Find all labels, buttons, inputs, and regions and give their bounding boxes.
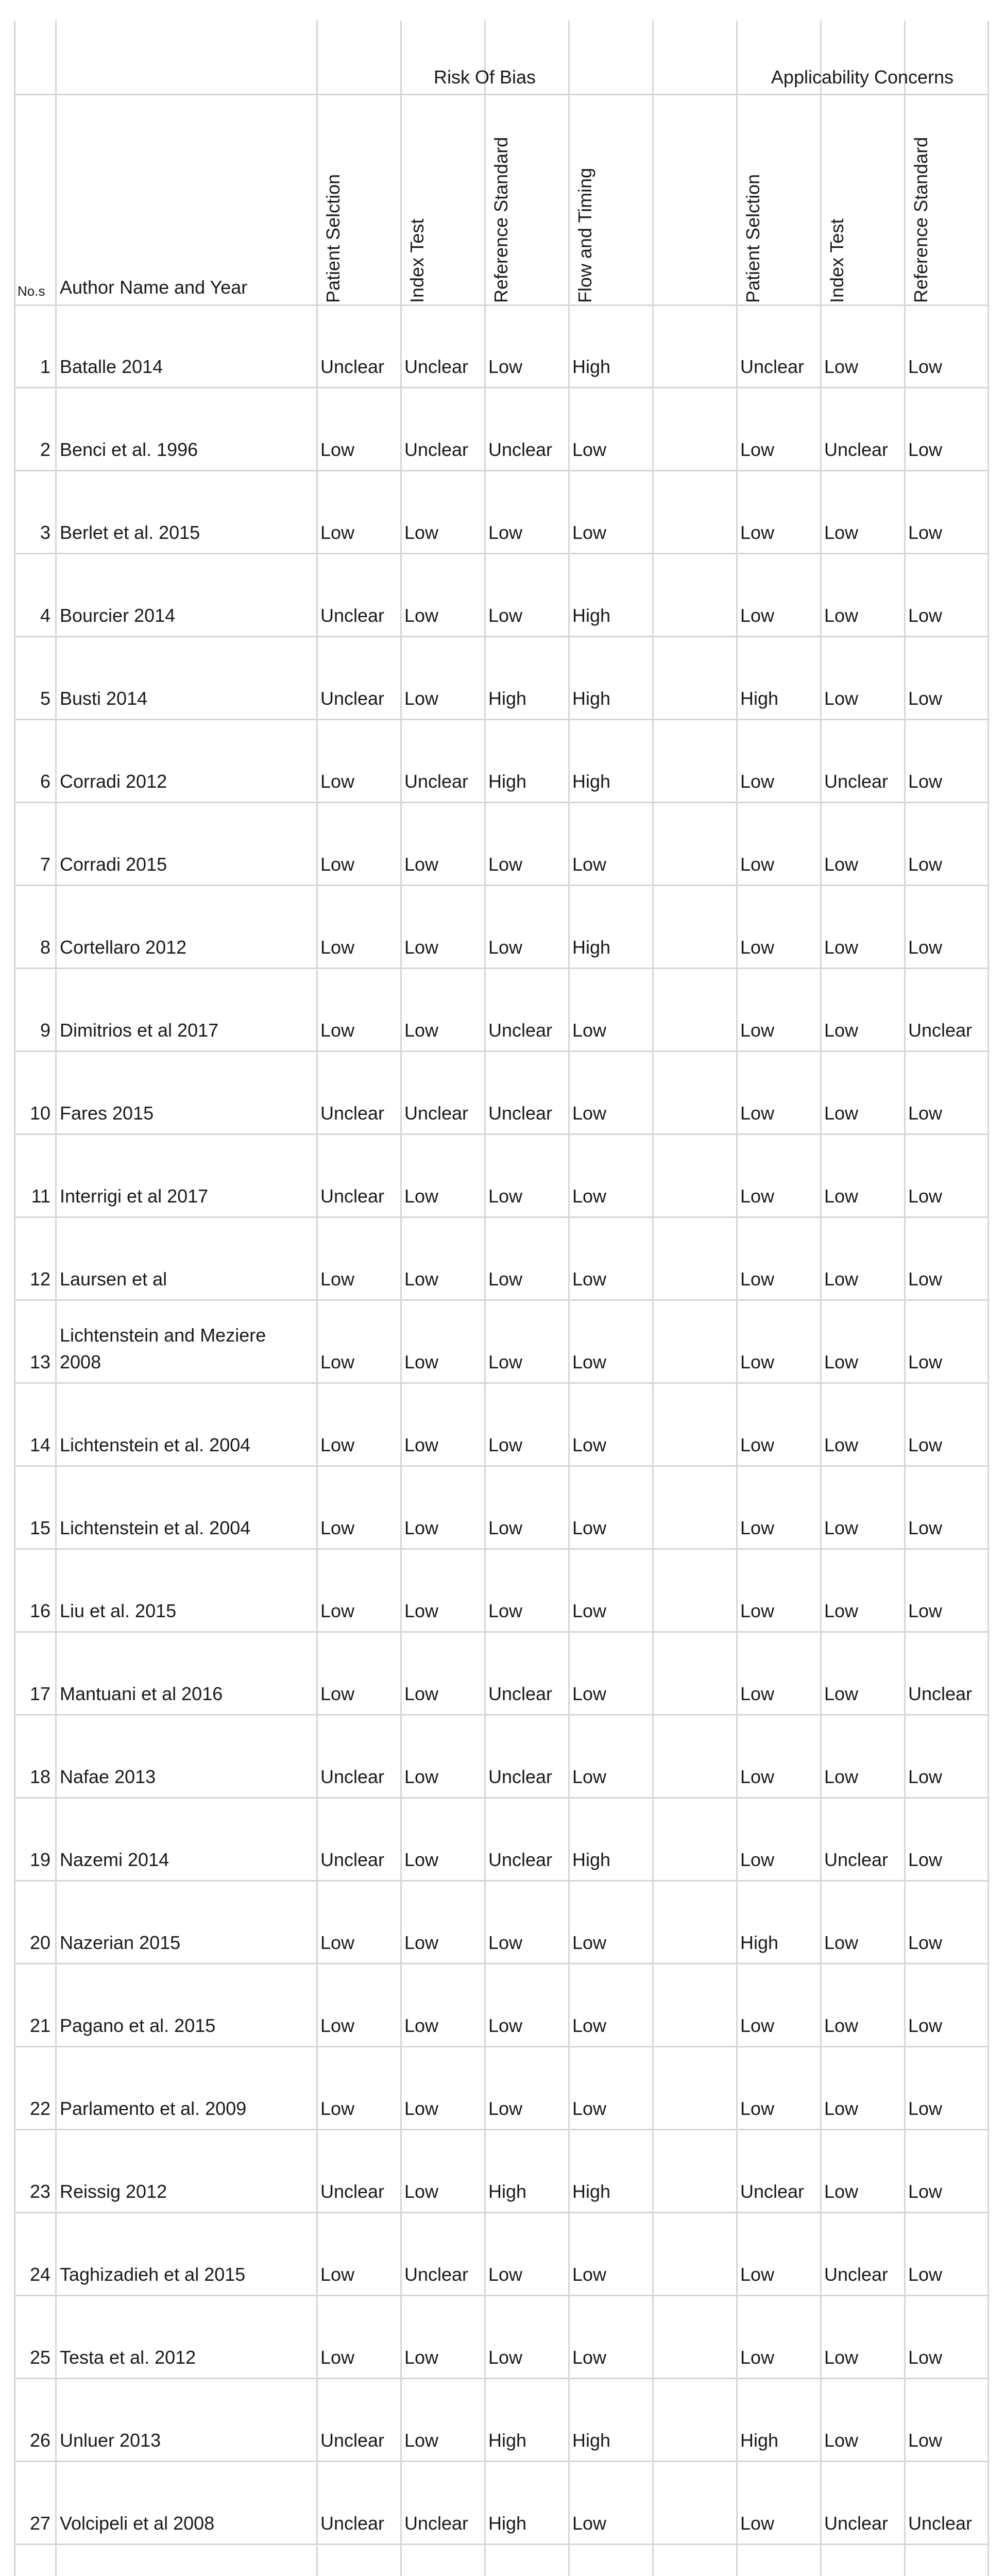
applicability-cell: Low	[740, 1683, 775, 1704]
applicability-cell: Low	[908, 1766, 943, 1787]
risk-of-bias-cell: Low	[488, 1185, 523, 1207]
row-number: 14	[29, 1434, 50, 1455]
applicability-cell: Low	[908, 1434, 943, 1455]
risk-of-bias-cell: Low	[488, 1351, 523, 1372]
applicability-cell: Unclear	[908, 2513, 973, 2534]
risk-of-bias-cell: Unclear	[320, 688, 385, 709]
risk-of-bias-cell: Low	[404, 1434, 439, 1455]
applicability-cell: Low	[908, 2098, 943, 2119]
risk-of-bias-cell: Unclear	[320, 1766, 385, 1787]
author-name: Fares 2015	[60, 1103, 154, 1124]
applicability-cell: Low	[740, 1103, 775, 1124]
row-divider	[14, 1133, 988, 1135]
risk-of-bias-cell: Low	[488, 605, 523, 626]
applicability-cell: Unclear	[740, 2181, 805, 2202]
risk-of-bias-cell: Low	[404, 522, 439, 543]
row-number: 23	[29, 2181, 50, 2202]
risk-of-bias-cell: Low	[320, 2015, 355, 2036]
risk-of-bias-cell: Low	[404, 1683, 439, 1704]
row-divider	[14, 2046, 988, 2047]
applicability-cell: Low	[908, 1517, 943, 1538]
risk-of-bias-cell: Low	[404, 605, 439, 626]
applicability-cell: Low	[908, 1103, 943, 1124]
risk-of-bias-cell: Low	[572, 1020, 607, 1041]
applicability-cell: Low	[824, 1434, 859, 1455]
risk-of-bias-cell: Low	[404, 1766, 439, 1787]
risk-of-bias-cell: Low	[572, 2015, 607, 2036]
risk-of-bias-cell: Unclear	[488, 1103, 553, 1124]
risk-of-bias-cell: Low	[320, 1932, 355, 1953]
row-number: 10	[29, 1103, 50, 1124]
risk-of-bias-cell: Low	[404, 2015, 439, 2036]
author-name: Liu et al. 2015	[60, 1600, 177, 1621]
applicability-cell: Low	[824, 605, 859, 626]
risk-of-bias-cell: High	[572, 1849, 611, 1870]
applicability-cell: Low	[740, 1020, 775, 1041]
risk-of-bias-cell: Low	[404, 1351, 439, 1372]
applicability-cell: Low	[824, 1351, 859, 1372]
risk-of-bias-cell: Unclear	[404, 2264, 469, 2285]
applicability-concerns-header: Applicability Concerns	[771, 66, 954, 88]
row-number: 12	[29, 1268, 50, 1290]
risk-of-bias-cell: Low	[572, 854, 607, 875]
applicability-cell: Low	[740, 1351, 775, 1372]
risk-of-bias-cell: Unclear	[320, 2181, 385, 2202]
author-name: Busti 2014	[60, 688, 148, 709]
risk-of-bias-cell: Unclear	[488, 1683, 553, 1704]
applicability-cell: Low	[824, 1185, 859, 1207]
risk-of-bias-cell: Low	[572, 1932, 607, 1953]
row-number: 21	[29, 2015, 50, 2036]
applicability-cell: Low	[740, 522, 775, 543]
author-name: Taghizadieh et al 2015	[60, 2264, 246, 2285]
author-name: Bourcier 2014	[60, 605, 176, 626]
header-divider	[14, 94, 988, 95]
risk-of-bias-cell: Low	[320, 522, 355, 543]
applicability-cell: Low	[740, 854, 775, 875]
risk-of-bias-cell: Low	[404, 2430, 439, 2451]
applicability-cell: Low	[740, 937, 775, 958]
risk-of-bias-cell: Low	[404, 688, 439, 709]
risk-of-bias-cell: Low	[488, 854, 523, 875]
row-number: 9	[40, 1020, 50, 1041]
risk-of-bias-cell: Low	[404, 854, 439, 875]
risk-of-bias-cell: Unclear	[320, 1185, 385, 1207]
row-divider	[14, 1797, 988, 1799]
applicability-cell: Unclear	[824, 771, 889, 792]
column-header-rob-1: Patient Selction	[322, 174, 344, 303]
applicability-cell: Low	[824, 2098, 859, 2119]
row-number: 4	[40, 605, 50, 626]
applicability-cell: Low	[908, 1268, 943, 1290]
author-name: Nazerian 2015	[60, 1932, 181, 1953]
row-divider	[14, 1382, 988, 1384]
applicability-cell: Unclear	[824, 439, 889, 460]
column-header-app-3: Reference Standard	[910, 137, 931, 303]
row-divider	[14, 1216, 988, 1218]
row-divider	[14, 1880, 988, 1882]
applicability-cell: Low	[824, 356, 859, 377]
row-divider	[14, 2212, 988, 2213]
author-name: Berlet et al. 2015	[60, 522, 200, 543]
risk-of-bias-cell: Low	[488, 356, 523, 377]
row-divider	[14, 2461, 988, 2462]
risk-of-bias-cell: Unclear	[404, 2513, 469, 2534]
risk-of-bias-cell: Low	[320, 2098, 355, 2119]
row-divider	[14, 1299, 988, 1301]
risk-of-bias-cell: Unclear	[320, 1849, 385, 1870]
risk-of-bias-cell: Unclear	[320, 356, 385, 377]
row-number: 2	[40, 439, 50, 460]
risk-of-bias-cell: Unclear	[320, 1103, 385, 1124]
column-header-rob-3: Reference Standard	[490, 137, 512, 303]
row-number: 19	[29, 1849, 50, 1870]
author-name: Dimitrios et al 2017	[60, 1020, 219, 1041]
applicability-cell: Low	[740, 1434, 775, 1455]
risk-of-bias-cell: High	[572, 771, 611, 792]
row-divider	[14, 553, 988, 554]
applicability-cell: Low	[908, 605, 943, 626]
risk-of-bias-cell: Low	[572, 1351, 607, 1372]
risk-of-bias-cell: Low	[572, 1683, 607, 1704]
applicability-cell: Low	[740, 1185, 775, 1207]
row-number: 24	[29, 2264, 50, 2285]
column-header-app-2: Index Test	[826, 218, 847, 303]
column-divider	[400, 21, 402, 2576]
risk-of-bias-cell: Low	[488, 1932, 523, 1953]
applicability-cell: High	[740, 2430, 779, 2451]
author-name: Mantuani et al 2016	[60, 1683, 223, 1704]
applicability-cell: Low	[740, 605, 775, 626]
author-name: Corradi 2015	[60, 854, 167, 875]
author-name: Lichtenstein et al. 2004	[60, 1517, 251, 1538]
author-name: Testa et al. 2012	[60, 2347, 196, 2368]
risk-of-bias-cell: Low	[572, 1517, 607, 1538]
risk-of-bias-cell: Low	[404, 1268, 439, 1290]
risk-of-bias-cell: Low	[488, 1268, 523, 1290]
risk-of-bias-cell: Unclear	[404, 771, 469, 792]
risk-of-bias-cell: Low	[320, 1517, 355, 1538]
applicability-cell: Low	[740, 2098, 775, 2119]
column-divider	[568, 21, 570, 2576]
risk-of-bias-cell: Low	[488, 522, 523, 543]
risk-of-bias-cell: Low	[572, 1600, 607, 1621]
applicability-cell: Low	[908, 2347, 943, 2368]
risk-of-bias-cell: High	[488, 2430, 527, 2451]
risk-of-bias-cell: Low	[320, 1020, 355, 1041]
risk-of-bias-cell: Low	[572, 2264, 607, 2285]
applicability-cell: Low	[908, 854, 943, 875]
risk-of-bias-cell: Low	[404, 2347, 439, 2368]
column-divider	[820, 21, 822, 2576]
risk-of-bias-cell: Low	[572, 1185, 607, 1207]
risk-of-bias-cell: Unclear	[404, 356, 469, 377]
row-number: 20	[29, 1932, 50, 1953]
applicability-cell: Low	[824, 2015, 859, 2036]
author-name: Corradi 2012	[60, 771, 167, 792]
risk-of-bias-cell: Low	[320, 771, 355, 792]
row-divider	[14, 2544, 988, 2545]
risk-of-bias-cell: Unclear	[488, 1849, 553, 1870]
risk-of-bias-cell: Low	[572, 1766, 607, 1787]
applicability-cell: Low	[824, 854, 859, 875]
applicability-cell: Low	[908, 356, 943, 377]
row-divider	[14, 802, 988, 803]
risk-of-bias-cell: Low	[572, 522, 607, 543]
risk-of-bias-cell: Unclear	[404, 439, 469, 460]
applicability-cell: Low	[824, 1932, 859, 1953]
column-header-rob-4: Flow and Timing	[574, 167, 595, 303]
row-divider	[14, 2295, 988, 2296]
risk-of-bias-cell: Low	[404, 1185, 439, 1207]
applicability-cell: Low	[908, 2430, 943, 2451]
risk-of-bias-cell: Low	[320, 1351, 355, 1372]
applicability-cell: Low	[908, 1185, 943, 1207]
column-divider	[987, 21, 989, 2576]
applicability-cell: Low	[740, 2347, 775, 2368]
risk-of-bias-cell: Low	[320, 937, 355, 958]
risk-of-bias-cell: Low	[488, 1517, 523, 1538]
column-divider	[904, 21, 906, 2576]
row-number: 6	[40, 771, 50, 792]
author-name: Cortellaro 2012	[60, 937, 187, 958]
row-divider	[14, 1548, 988, 1550]
risk-of-bias-cell: High	[488, 2513, 527, 2534]
author-name: Batalle 2014	[60, 356, 163, 377]
applicability-cell: Low	[908, 771, 943, 792]
applicability-cell: Low	[908, 522, 943, 543]
row-divider	[14, 1050, 988, 1052]
risk-of-bias-cell: Low	[320, 1600, 355, 1621]
risk-of-bias-cell: High	[488, 771, 527, 792]
risk-of-bias-cell: Low	[488, 2264, 523, 2285]
applicability-cell: Unclear	[824, 2513, 889, 2534]
column-divider	[736, 21, 738, 2576]
risk-of-bias-cell: Unclear	[404, 1103, 469, 1124]
column-divider	[484, 21, 486, 2576]
applicability-cell: Low	[824, 1020, 859, 1041]
risk-of-bias-cell: Unclear	[488, 439, 553, 460]
row-divider	[14, 2129, 988, 2130]
applicability-cell: Low	[824, 1766, 859, 1787]
applicability-cell: High	[740, 688, 779, 709]
row-number: 3	[40, 522, 50, 543]
risk-of-bias-cell: High	[572, 937, 611, 958]
column-header-no: No.s	[18, 283, 45, 299]
applicability-cell: Low	[908, 2264, 943, 2285]
risk-of-bias-cell: Low	[320, 1268, 355, 1290]
row-divider	[14, 1465, 988, 1467]
author-name: Nafae 2013	[60, 1766, 156, 1787]
risk-of-bias-cell: Low	[488, 2347, 523, 2368]
applicability-cell: Low	[824, 937, 859, 958]
applicability-cell: Low	[740, 2513, 775, 2534]
applicability-cell: Low	[824, 688, 859, 709]
row-number: 11	[31, 1185, 50, 1207]
applicability-cell: Low	[740, 1600, 775, 1621]
risk-of-bias-cell: Low	[488, 1600, 523, 1621]
risk-of-bias-cell: Low	[488, 937, 523, 958]
risk-of-bias-cell: Low	[572, 2098, 607, 2119]
author-name: Unluer 2013	[60, 2430, 161, 2451]
author-name: Laursen et al	[60, 1268, 167, 1290]
risk-of-bias-cell: Low	[404, 1600, 439, 1621]
applicability-cell: Low	[740, 439, 775, 460]
row-divider	[14, 1714, 988, 1716]
author-name: Interrigi et al 2017	[60, 1185, 209, 1207]
applicability-cell: Low	[740, 1849, 775, 1870]
applicability-cell: Low	[740, 1766, 775, 1787]
risk-of-bias-cell: Low	[572, 1434, 607, 1455]
risk-of-bias-cell: Low	[404, 1932, 439, 1953]
applicability-cell: High	[740, 1932, 779, 1953]
risk-of-bias-cell: Low	[488, 2098, 523, 2119]
author-name: Benci et al. 1996	[60, 439, 198, 460]
applicability-cell: Unclear	[740, 356, 805, 377]
author-name: Pagano et al. 2015	[60, 2015, 216, 2036]
risk-of-bias-cell: Unclear	[320, 2430, 385, 2451]
risk-of-bias-cell: Low	[572, 2513, 607, 2534]
applicability-cell: Low	[740, 771, 775, 792]
row-number: 18	[29, 1766, 50, 1787]
risk-of-bias-cell: Low	[488, 2015, 523, 2036]
risk-of-bias-cell: High	[572, 2430, 611, 2451]
risk-of-bias-cell: Unclear	[320, 2513, 385, 2534]
risk-of-bias-cell: Low	[488, 1434, 523, 1455]
applicability-cell: Low	[740, 1517, 775, 1538]
risk-of-bias-cell: Low	[320, 1683, 355, 1704]
applicability-cell: Low	[908, 1849, 943, 1870]
applicability-cell: Low	[908, 937, 943, 958]
applicability-cell: Low	[824, 1103, 859, 1124]
applicability-cell: Low	[824, 1517, 859, 1538]
row-divider	[14, 470, 988, 471]
applicability-cell: Low	[908, 439, 943, 460]
risk-of-bias-header: Risk Of Bias	[433, 66, 536, 88]
applicability-cell: Low	[824, 1600, 859, 1621]
row-divider	[14, 2378, 988, 2379]
applicability-cell: Low	[824, 522, 859, 543]
row-number: 17	[29, 1683, 50, 1704]
row-number: 25	[29, 2347, 50, 2368]
applicability-cell: Unclear	[824, 1849, 889, 1870]
author-name: Reissig 2012	[60, 2181, 167, 2202]
risk-of-bias-cell: High	[572, 2181, 611, 2202]
row-number: 5	[40, 688, 50, 709]
risk-of-bias-cell: Unclear	[320, 605, 385, 626]
risk-of-bias-cell: Low	[320, 854, 355, 875]
applicability-cell: Low	[908, 688, 943, 709]
risk-of-bias-cell: Low	[320, 439, 355, 460]
row-divider	[14, 387, 988, 388]
applicability-cell: Unclear	[824, 2264, 889, 2285]
row-divider	[14, 719, 988, 720]
row-divider	[14, 968, 988, 969]
row-number: 26	[29, 2430, 50, 2451]
applicability-cell: Low	[740, 2015, 775, 2036]
row-number: 13	[29, 1351, 50, 1372]
row-number: 16	[29, 1600, 50, 1621]
applicability-cell: Low	[824, 2347, 859, 2368]
row-number: 22	[29, 2098, 50, 2119]
applicability-cell: Low	[824, 1268, 859, 1290]
row-number: 27	[29, 2513, 50, 2534]
author-name: 2008	[60, 1351, 101, 1372]
risk-of-bias-cell: Low	[320, 2347, 355, 2368]
row-number: 8	[40, 937, 50, 958]
header-divider	[14, 304, 988, 306]
author-name: Nazemi 2014	[60, 1849, 169, 1870]
author-name: Volcipeli et al 2008	[60, 2513, 215, 2534]
row-divider	[14, 1963, 988, 1964]
risk-of-bias-cell: Low	[572, 1268, 607, 1290]
applicability-cell: Low	[908, 1351, 943, 1372]
risk-of-bias-cell: High	[572, 688, 611, 709]
author-name: Lichtenstein et al. 2004	[60, 1434, 251, 1455]
applicability-cell: Unclear	[908, 1683, 973, 1704]
risk-of-bias-cell: Unclear	[488, 1020, 553, 1041]
risk-of-bias-cell: High	[572, 356, 611, 377]
risk-of-bias-cell: Low	[404, 937, 439, 958]
risk-of-bias-cell: High	[572, 605, 611, 626]
applicability-cell: Unclear	[908, 1020, 973, 1041]
column-divider	[316, 21, 318, 2576]
risk-of-bias-cell: Low	[404, 2181, 439, 2202]
author-name: Parlamento et al. 2009	[60, 2098, 247, 2119]
column-divider	[652, 21, 654, 2576]
risk-of-bias-cell: Low	[320, 2264, 355, 2285]
row-divider	[14, 1631, 988, 1633]
row-divider	[14, 885, 988, 886]
risk-of-bias-cell: Low	[404, 2098, 439, 2119]
row-divider	[14, 636, 988, 637]
risk-of-bias-cell: Low	[320, 1434, 355, 1455]
column-header-rob-2: Index Test	[406, 218, 428, 303]
column-divider	[55, 21, 57, 2576]
row-number: 1	[40, 356, 50, 377]
applicability-cell: Low	[908, 1932, 943, 1953]
applicability-cell: Low	[908, 1600, 943, 1621]
risk-of-bias-cell: Low	[404, 1020, 439, 1041]
column-header-app-1: Patient Selction	[742, 174, 763, 303]
row-number: 15	[29, 1517, 50, 1538]
applicability-cell: Low	[824, 1683, 859, 1704]
column-header-author: Author Name and Year	[60, 277, 248, 298]
risk-of-bias-cell: Low	[572, 2347, 607, 2368]
applicability-cell: Low	[740, 2264, 775, 2285]
risk-of-bias-cell: Low	[404, 1849, 439, 1870]
risk-of-bias-cell: Low	[572, 439, 607, 460]
risk-of-bias-cell: Low	[404, 1517, 439, 1538]
risk-of-bias-cell: High	[488, 688, 527, 709]
applicability-cell: Low	[908, 2015, 943, 2036]
author-name: Lichtenstein and Meziere	[60, 1325, 266, 1346]
risk-of-bias-cell: High	[488, 2181, 527, 2202]
applicability-cell: Low	[740, 1268, 775, 1290]
applicability-cell: Low	[824, 2181, 859, 2202]
applicability-cell: Low	[908, 2181, 943, 2202]
row-number: 7	[40, 854, 50, 875]
risk-of-bias-cell: Low	[572, 1103, 607, 1124]
applicability-cell: Low	[824, 2430, 859, 2451]
risk-of-bias-cell: Unclear	[488, 1766, 553, 1787]
